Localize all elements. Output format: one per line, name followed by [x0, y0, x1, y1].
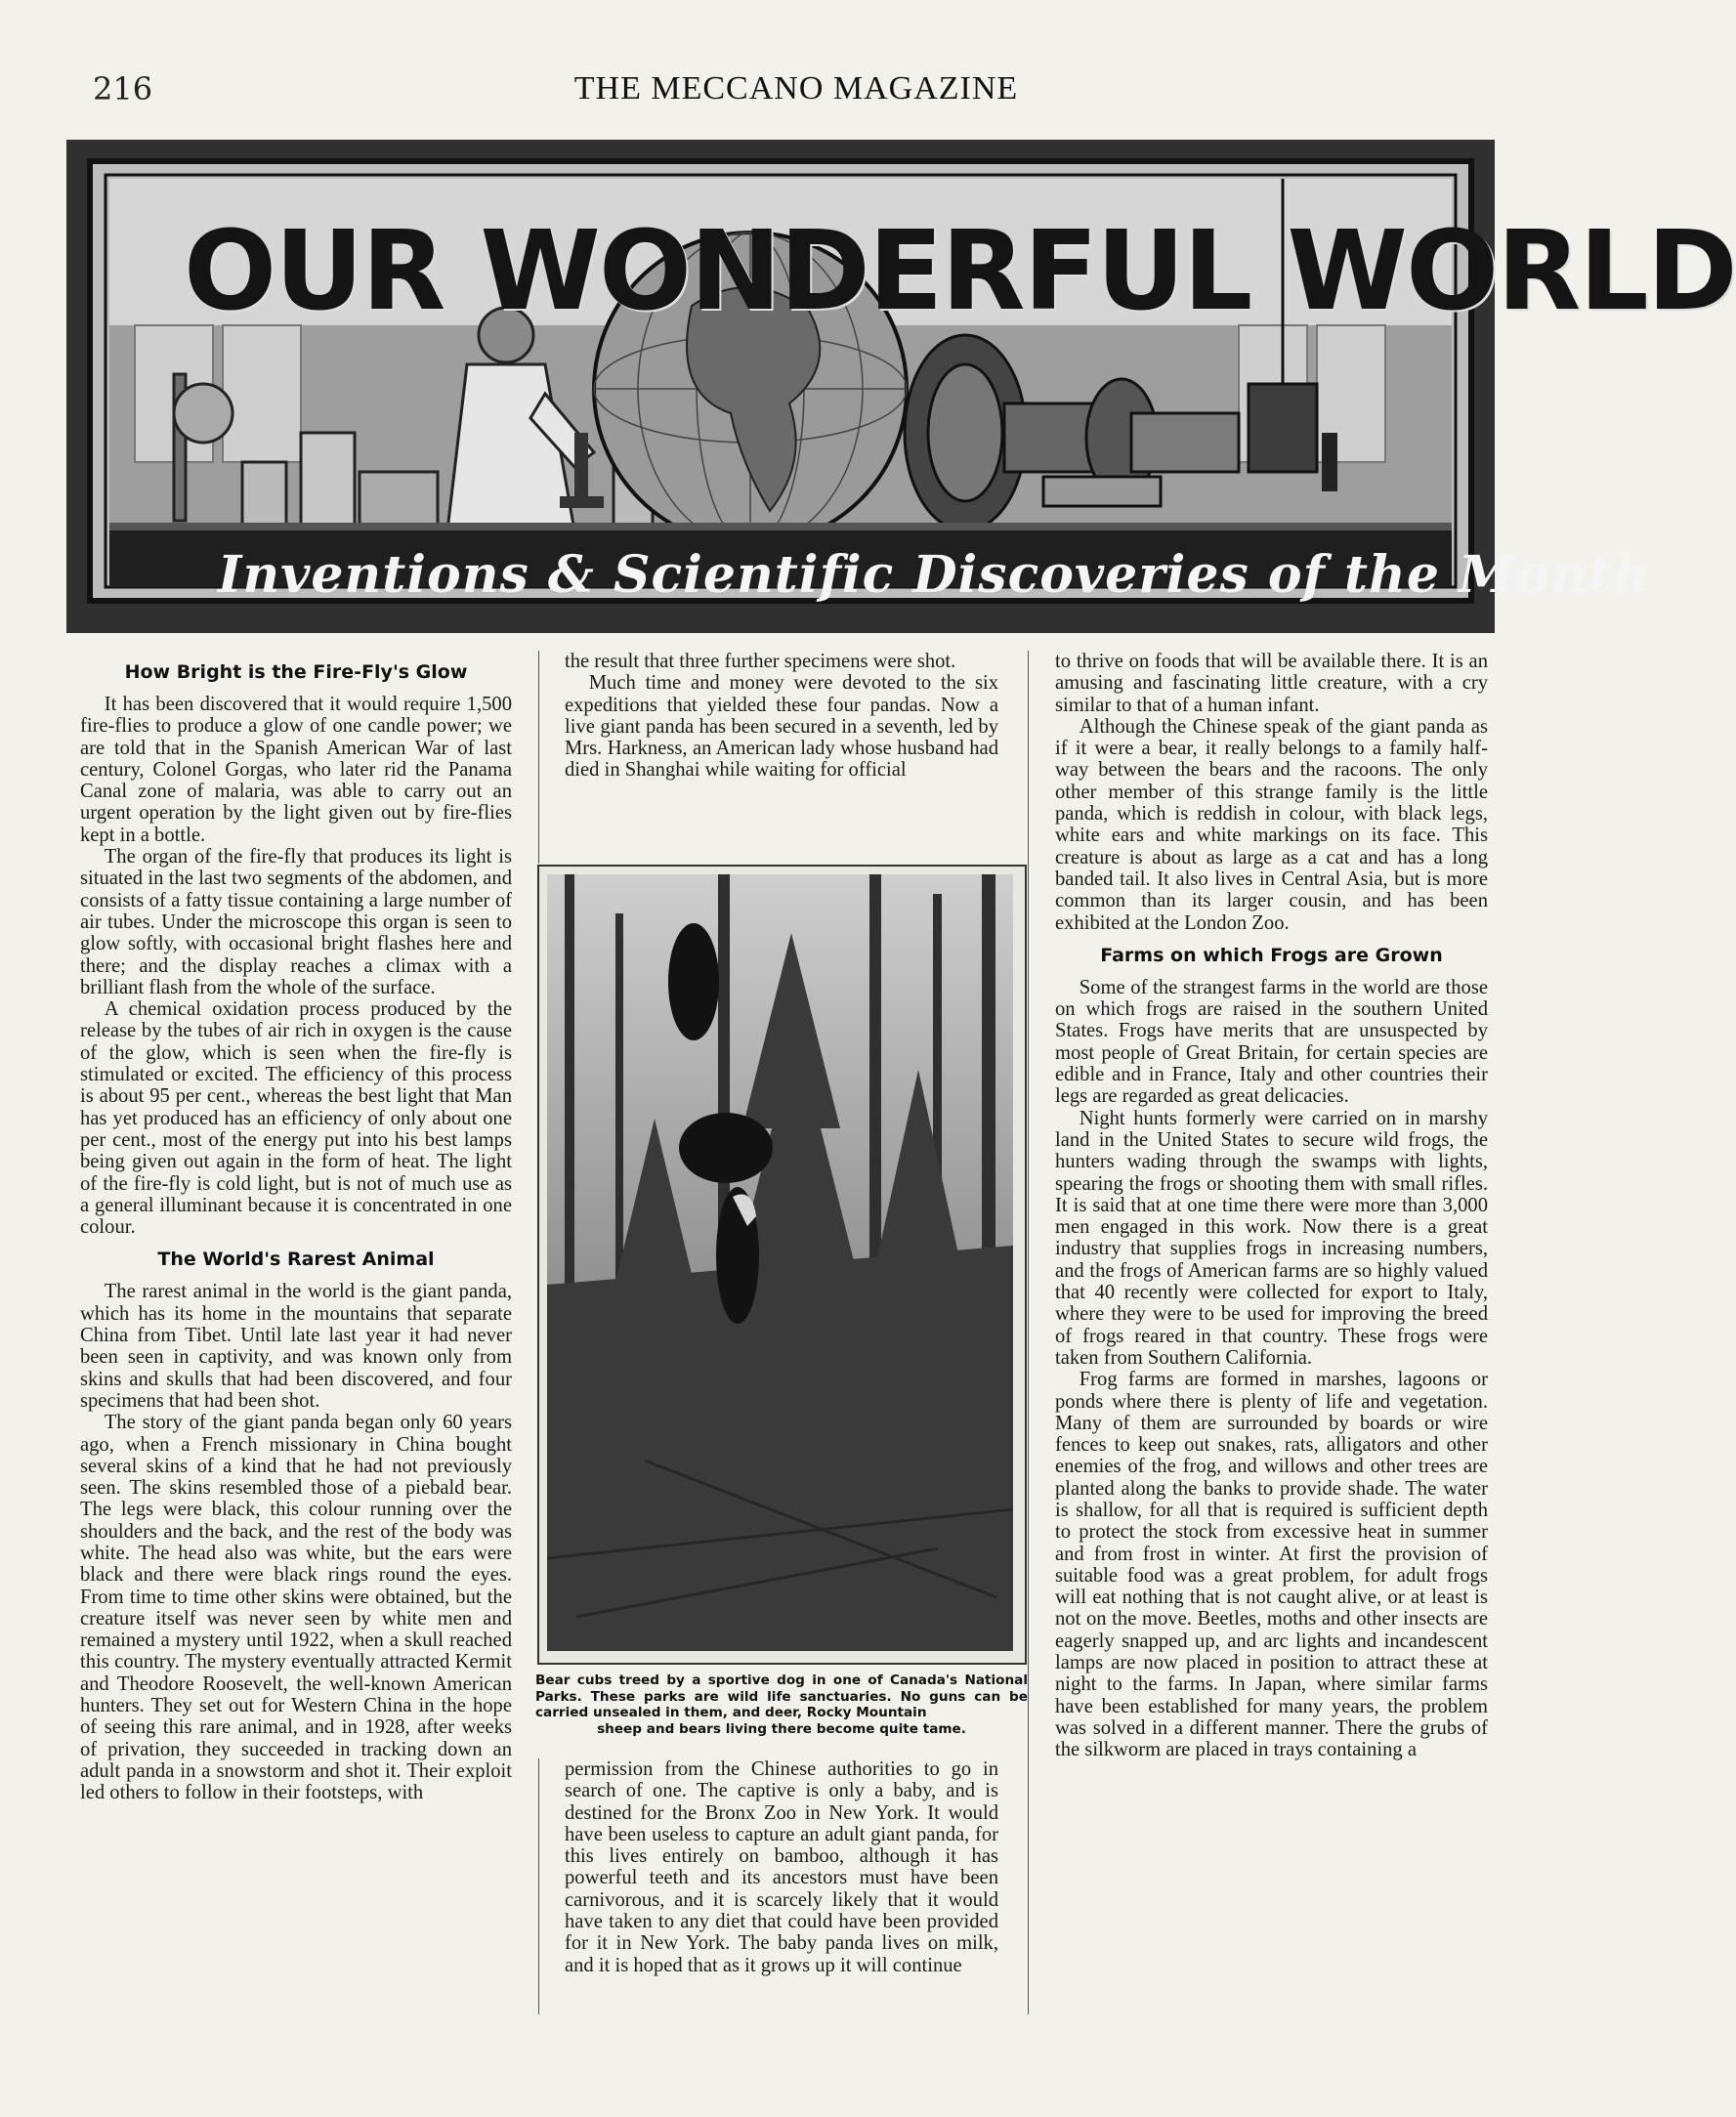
paragraph: to thrive on foods that will be available there. It is an amusing and fascinating little creature, with a cry similar to that of a human infant. — [1055, 651, 1488, 716]
paragraph: The rarest animal in the world is the giant panda, which has its home in the mountains that separate China from Tibet. Until late last year it had never been seen in captivity, and was known only from skins and skulls that had been discovered, and four specimens that had been shot. — [80, 1281, 512, 1412]
paragraph: Night hunts formerly were carried on in marshy land in the United States to secure wild frogs, the hunters wading through the swamps with lights, spearing the frogs or shooting them with small rifles. It is said that at one time there were more than 3,000 men engaged in this work. Now there is a great industry that supplies frogs in increasing numbers, and the frogs of American farms are so highly valued that 40 recently were collected for export to Italy, where they were to be used for improving the breed of frogs reared in that country. These frogs were taken from Southern California. — [1055, 1107, 1488, 1369]
paragraph: Some of the strangest farms in the world are those on which frogs are raised in the southern United States. Frogs have merits that are unsuspected by most people of Great Britain, for certain species are edible and in France, Italy and other countries their legs are regarded as great delicacies. — [1055, 976, 1488, 1108]
photo-caption — [535, 1672, 1028, 1737]
column-divider — [538, 1758, 539, 2014]
heading-fire-fly: How Bright is the Fire-Fly's Glow — [124, 661, 468, 683]
paragraph: The organ of the fire-fly that produces its light is situated in the last two segments of the abdomen, and consists of a fatty tissue containing a large number of air tubes. Under the microscope this organ is seen to glow softly, with occasional bright flashes here and there; and the display reaches a climax with a brilliant flash from the whole of the surface. — [80, 846, 512, 998]
column-1 — [80, 651, 512, 1804]
paragraph: It has been discovered that it would require 1,500 fire-flies to produce a glow of one candle power; we are told that in the Spanish American War of last century, Colonel Gorgas, who later rid the Panama Canal zone of malaria, was able to carry out an urgent operation by the light given out by fire-flies kept in a bottle. — [80, 694, 512, 846]
column-2-top — [565, 651, 998, 782]
column-divider — [538, 651, 539, 864]
page-header — [93, 70, 1500, 119]
column-3 — [1055, 651, 1488, 1761]
heading-frog-farms: Farms on which Frogs are Grown — [1100, 944, 1443, 966]
paragraph: A chemical oxidation process produced by the release by the tubes of air rich in oxygen is the cause of the glow, which is seen when the fire-fly is stimulated or excited. The efficiency of this process is about 95 per cent., whereas the best light that Man has yet produced has an efficiency of only about one per cent., most of the energy put into his best lamps being given out again in the form of heat. The light of the fire-fly is cold light, but is not of much use as a general illuminant because it is concentrated in one colour. — [80, 998, 512, 1239]
banner-title: OUR WONDERFUL WORLD — [184, 208, 1736, 335]
paragraph: The story of the giant panda began only 60 years ago, when a French missionary in China bought several skins of a kind that he had not previously seen. The skins resembled those of a piebald bear. The legs were black, this colour running over the shoulders and the back, and the rest of the body was white. The head also was white, but the ears were black and there were black rings round the eyes. From time to time other skins were obtained, but the creature itself was never seen by white men and remained a mystery until 1922, when a skull reached this country. The mystery eventually attracted Kermit and Theodore Roosevelt, the well-known American hunters. They set out for Western China in the hope of seeing this rare animal, and in 1928, after weeks of privation, they succeeded in tracking down an adult panda in a snowstorm and shot it. Their exploit led others to follow in their footsteps, with — [80, 1412, 512, 1804]
magazine-title: THE MECCANO MAGAZINE — [573, 70, 1019, 106]
column-2-bottom — [565, 1758, 998, 1976]
paragraph: Although the Chinese speak of the giant panda as if it were a bear, it really belongs to a family half-way between the bears and the racoons. The only other member of this strange family is the little panda, which is reddish in colour, with black legs, white ears and white markings on its face. This creature is about as large as a cat and has a long banded tail. It also lives in Central Asia, but is more common than its larger cousin, and has been exhibited at the London Zoo. — [1055, 715, 1488, 934]
banner-illustration — [66, 140, 1736, 633]
caption-text: Bear cubs treed by a sportive dog in one of Canada's National Parks. These parks are wild life sanctuaries. No guns can be carried unsealed in them, and deer, Rocky Mountain — [535, 1672, 1028, 1720]
heading-rarest-animal: The World's Rarest Animal — [157, 1249, 435, 1271]
paragraph: the result that three further specimens were shot. — [565, 651, 956, 672]
paragraph: Much time and money were devoted to the six expeditions that yielded these four pandas. Now a live giant panda has been secured in a seventh, led by Mrs. Harkness, an American lady whose husband had died in Shanghai while waiting for official — [565, 672, 998, 782]
column-divider — [1028, 651, 1029, 2014]
paragraph: permission from the Chinese authorities to go in search of one. The captive is only a baby, and is destined for the Bronx Zoo in New York. It would have been useless to capture an adult giant panda, for this lives entirely on bamboo, although it has powerful teeth and its ancestors must have been carnivorous, and it is scarcely likely that it would have taken to any diet that could have been provided for it in New York. The baby panda lives on milk, and it is hoped that as it grows up it will continue — [565, 1758, 998, 1976]
banner-subtitle: Inventions & Scientific Discoveries of the Month — [218, 545, 1651, 605]
bear-cubs-photo — [547, 874, 1013, 1651]
photo-frame — [537, 865, 1027, 1665]
page-number: 216 — [93, 70, 153, 107]
caption-text-last-line: sheep and bears living there become quite tame. — [597, 1720, 966, 1737]
paragraph: Frog farms are formed in marshes, lagoons or ponds where there is plenty of life and vegetation. Many of them are surrounded by boards or wire fences to keep out snakes, rats, alligators and other enemies of the frog, and willows and other trees are planted along the banks to provide shade. The water is shallow, for all that is required is sufficient depth to protect the stock from excessive heat in summer and from frost in winter. At first the provision of suitable food was a great problem, for adult frogs will eat nothing that is not caught alive, or at least is not on the move. Beetles, moths and other insects are eagerly snapped up, and arc lights and incandescent lamps are now placed in position to attract these at night to the farms. In Japan, where similar farms have been established for many years, the problem was solved in a different manner. There the grubs of the silkworm are placed in trays containing a — [1055, 1369, 1488, 1761]
forest-photo-art — [547, 874, 1013, 1651]
